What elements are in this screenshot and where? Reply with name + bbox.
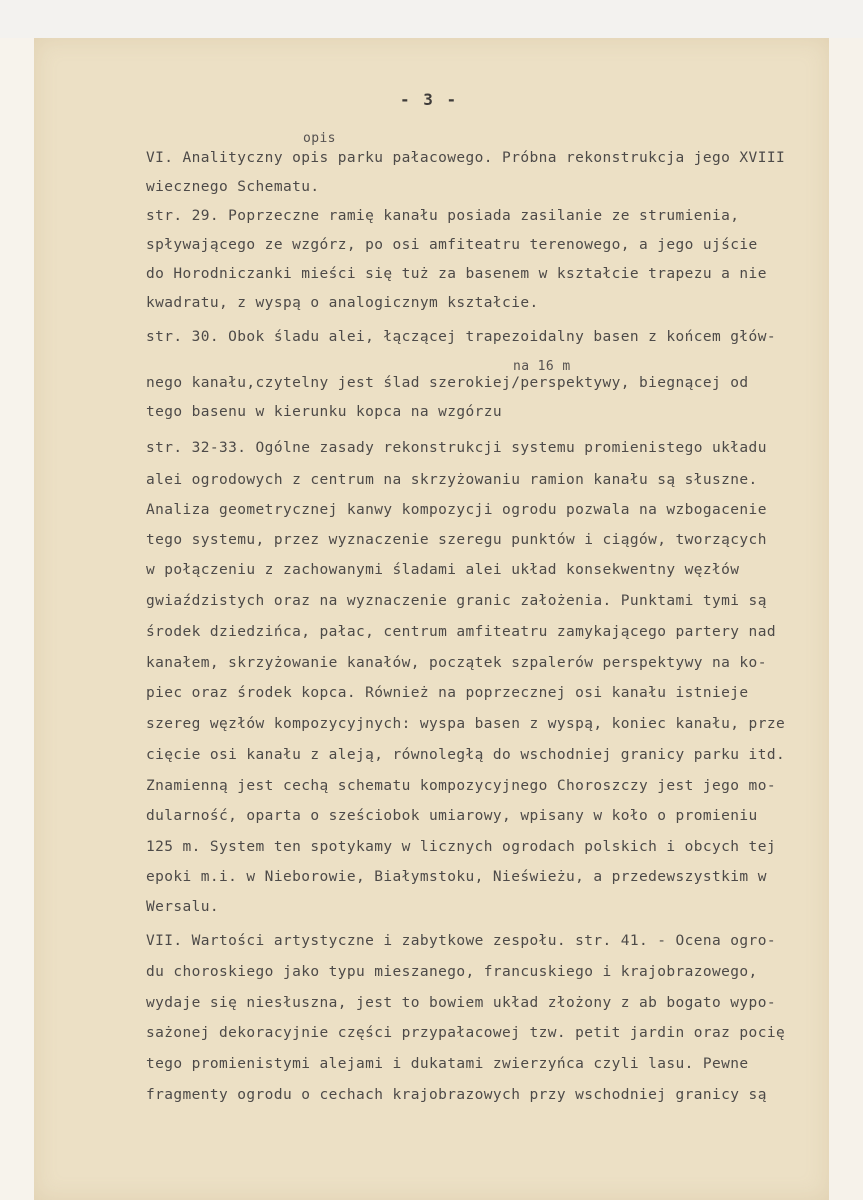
- text-line: wiecznego Schematu.: [146, 179, 320, 195]
- text-line: sażonej dekoracyjnie części przypałacowej tzw. petit jardin oraz pocię: [146, 1025, 786, 1041]
- text-line: kanałem, skrzyżowanie kanałów, początek szpalerów perspektywy na ko-: [146, 655, 767, 671]
- text-line: dularność, oparta o sześciobok umiarowy, wpisany w koło o promieniu: [146, 808, 758, 824]
- text-line: tego basenu w kierunku kopca na wzgórzu: [146, 404, 503, 420]
- text-line: wydaje się niesłuszna, jest to bowiem układ złożony z ab bogato wypo-: [146, 995, 776, 1011]
- text-line: Analiza geometrycznej kanwy kompozycji ogrodu pozwala na wzbogacenie: [146, 502, 767, 518]
- text-line: fragmenty ogrodu o cechach krajobrazowych przy wschodniej granicy są: [146, 1087, 767, 1103]
- text-line: do Horodniczanki mieści się tuż za basenem w kształcie trapezu a nie: [146, 266, 767, 282]
- scan-top-margin: [0, 0, 863, 38]
- text-line: tego promienistymi alejami i dukatami zwierzyńca czyli lasu. Pewne: [146, 1056, 749, 1072]
- text-line: w połączeniu z zachowanymi śladami alei układ konsekwentny węzłów: [146, 562, 740, 578]
- text-line: VII. Wartości artystyczne i zabytkowe zespołu. str. 41. - Ocena ogro-: [146, 933, 776, 949]
- text-line: szereg węzłów kompozycyjnych: wyspa basen z wyspą, koniec kanału, prze: [146, 716, 786, 732]
- text-line: str. 30. Obok śladu alei, łączącej trapezoidalny basen z końcem głów-: [146, 329, 776, 345]
- text-line: kwadratu, z wyspą o analogicznym kształcie.: [146, 295, 539, 311]
- text-line: gwiaździstych oraz na wyznaczenie granic założenia. Punktami tymi są: [146, 593, 767, 609]
- page-number: - 3 -: [400, 90, 459, 109]
- text-line: Znamienną jest cechą schematu kompozycyjnego Choroszczy jest jego mo-: [146, 778, 776, 794]
- text-line: tego systemu, przez wyznaczenie szeregu punktów i ciągów, tworzących: [146, 532, 767, 548]
- handwritten-insert-opis: opis: [303, 131, 336, 146]
- text-line: str. 29. Poprzeczne ramię kanału posiada zasilanie ze strumienia,: [146, 208, 740, 224]
- text-line: str. 32-33. Ogólne zasady rekonstrukcji systemu promienistego układu: [146, 440, 767, 456]
- text-line: du choroskiego jako typu mieszanego, francuskiego i krajobrazowego,: [146, 964, 758, 980]
- text-line: 125 m. System ten spotykamy w licznych ogrodach polskich i obcych tej: [146, 839, 776, 855]
- text-line: VI. Analityczny opis parku pałacowego. Próbna rekonstrukcja jego XVIII: [146, 150, 786, 166]
- scan-right-margin: [829, 38, 863, 1200]
- text-line: spływającego ze wzgórz, po osi amfiteatru terenowego, a jego ujście: [146, 237, 758, 253]
- text-line: nego kanału,czytelny jest ślad szerokiej/perspektywy, biegnącej od: [146, 375, 749, 391]
- text-line: środek dziedzińca, pałac, centrum amfiteatru zamykającego partery nad: [146, 624, 776, 640]
- text-line: Wersalu.: [146, 899, 220, 915]
- handwritten-insert-na-16-m: na 16 m: [513, 359, 571, 374]
- text-line: alei ogrodowych z centrum na skrzyżowaniu ramion kanału są słuszne.: [146, 472, 758, 488]
- text-line: piec oraz środek kopca. Również na poprzecznej osi kanału istnieje: [146, 685, 749, 701]
- text-line: cięcie osi kanału z aleją, równoległą do wschodniej granicy parku itd.: [146, 747, 786, 763]
- text-line: epoki m.i. w Nieborowie, Białymstoku, Nieświeżu, a przedewszystkim w: [146, 869, 767, 885]
